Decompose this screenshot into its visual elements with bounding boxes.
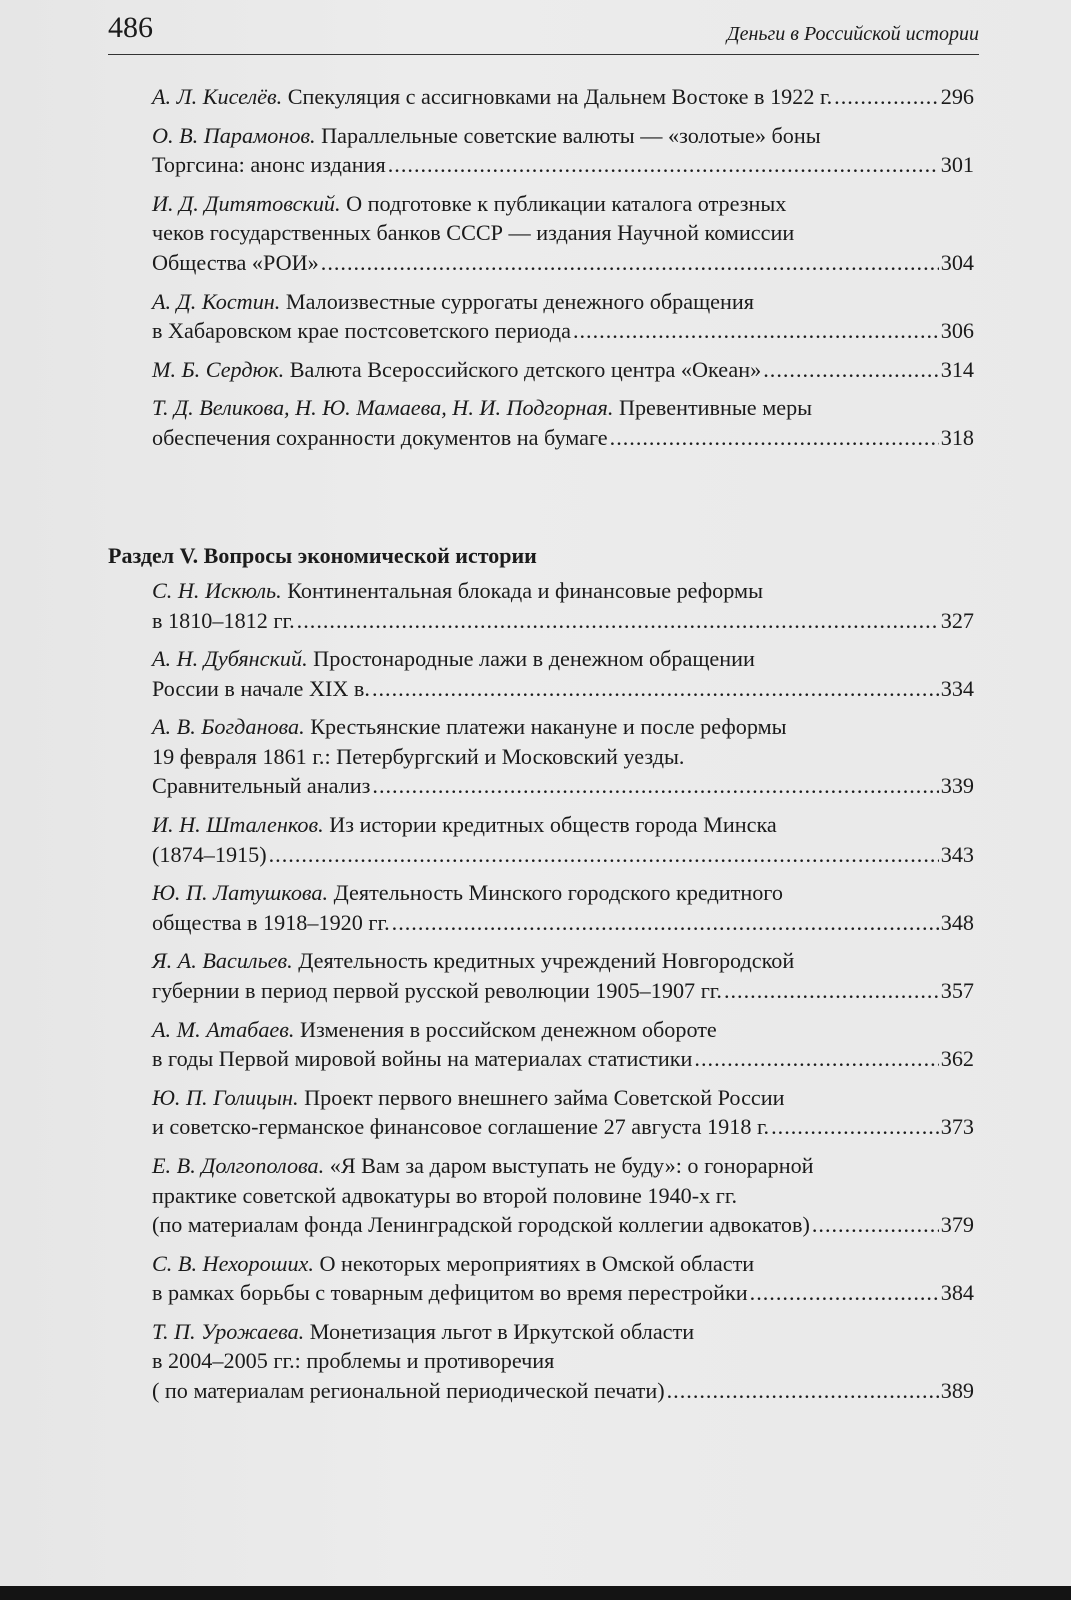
dot-leader <box>573 316 939 346</box>
toc-entry-page: 306 <box>940 318 974 344</box>
toc-entry-last-text: Спекуляция с ассигновками на Дальнем Востоке в 1922 г. <box>287 84 833 109</box>
toc-entry-author: М. Б. Сердюк. <box>152 356 285 382</box>
toc-entry-author: И. Д. Дитятовский. <box>152 190 341 216</box>
toc-entry-title: Крестьянские платежи накануне и после реформы <box>310 714 787 740</box>
toc-entry-title: 19 февраля 1861 г.: Петербургский и Московский уезды. <box>152 743 685 769</box>
toc-entry-last-text: Торгсина: анонс издания <box>152 152 386 178</box>
toc-entry-last-line <box>152 1376 974 1406</box>
dot-leader <box>372 771 938 801</box>
scan-edge <box>0 1586 1071 1600</box>
toc-entry-title <box>152 976 722 1006</box>
toc-entry-page: 373 <box>940 1114 974 1140</box>
toc-entry-page: 384 <box>940 1280 974 1306</box>
toc-entry <box>152 121 974 180</box>
dot-leader <box>392 908 939 938</box>
toc-entry-last-line <box>152 674 974 704</box>
toc-entry-title: Малоизвестные суррогаты денежного обращения <box>285 288 754 314</box>
toc-entry-title <box>152 316 571 346</box>
toc-entry-author: А. Д. Костин. <box>152 288 281 314</box>
header-rule <box>108 54 979 55</box>
toc-entry-last-line <box>152 606 974 636</box>
toc-entry-last-text: (по материалам фонда Ленинградской городской коллегии адвокатов) <box>152 1212 810 1237</box>
toc-entry-title: Проект первого внешнего займа Советской России <box>304 1084 785 1110</box>
toc-entry-title: Параллельные советские валюты — «золотые» боны <box>321 122 821 148</box>
toc-entry-author: Я. А. Васильев. <box>152 948 293 974</box>
toc-entry-line <box>152 1151 974 1181</box>
toc-entry-line <box>152 712 974 742</box>
dot-leader <box>812 1210 939 1240</box>
toc-entry-title <box>152 606 295 636</box>
toc-entry-title <box>152 771 370 801</box>
toc-entry-title: в 2004–2005 гг.: проблемы и противоречия <box>152 1348 555 1374</box>
toc-entry-title <box>152 674 370 704</box>
toc-entry-last-text: в рамках борьбы с товарным дефицитом во время перестройки <box>152 1280 748 1306</box>
toc-entry-last-text: ( по материалам региональной периодической печати) <box>152 1377 665 1403</box>
toc-entry <box>152 644 974 703</box>
toc-entry-author: И. Н. Шталенков. <box>152 812 324 838</box>
toc-entry-author: Е. В. Долгополова. <box>152 1153 325 1178</box>
toc-entry-last-text: Сравнительный анализ <box>152 773 371 799</box>
toc-entry-author: Ю. П. Латушкова. <box>152 880 329 906</box>
toc-entry <box>152 810 974 869</box>
toc-entry-page: 327 <box>940 607 974 633</box>
toc-entry-last-line <box>152 423 974 453</box>
toc-entry-last-line <box>152 771 974 801</box>
toc-entry-line <box>152 121 974 151</box>
toc-entry <box>152 576 974 635</box>
dot-leader <box>321 248 939 278</box>
toc-entry-page: 339 <box>940 773 974 799</box>
toc-entry-line <box>152 576 974 606</box>
toc-entry-title <box>152 1044 692 1074</box>
toc-entry-title <box>152 248 319 278</box>
toc-entry-last-line <box>152 82 974 112</box>
toc-entry-title: О некоторых мероприятиях в Омской области <box>319 1250 755 1276</box>
toc-entry-title <box>152 840 267 870</box>
toc-entry-last-text: в 1810–1812 гг. <box>152 607 295 633</box>
toc-entry-author: С. Н. Искюль. <box>152 578 282 603</box>
toc-entry-page: 379 <box>940 1212 974 1237</box>
toc-entry-title: О подготовке к публикации каталога отрезных <box>346 190 787 216</box>
toc-entry-last-line <box>152 355 974 385</box>
dot-leader <box>297 606 939 636</box>
toc-entry-title: практике советской адвокатуры во второй половине 1940-х гг. <box>152 1182 738 1208</box>
toc-entry-title: Деятельность кредитных учреждений Новгородской <box>298 948 795 974</box>
toc-entry-page: 362 <box>940 1046 974 1072</box>
toc-entry-title <box>152 423 608 453</box>
toc-entry <box>152 1151 974 1240</box>
dot-leader <box>763 355 939 385</box>
toc-entry <box>152 1015 974 1074</box>
toc-entry <box>152 287 974 346</box>
toc-entry-last-text: Общества «РОИ» <box>152 249 319 275</box>
toc-entry-author: О. В. Парамонов. <box>152 122 316 148</box>
toc-entry-last-line <box>152 1044 974 1074</box>
toc-entry-last-line <box>152 1210 974 1240</box>
toc-entry-last-line <box>152 976 974 1006</box>
dot-leader <box>372 674 939 704</box>
toc-entry-page: 343 <box>940 841 974 867</box>
toc-entry-title: Из истории кредитных обществ города Минска <box>329 812 777 838</box>
dot-leader <box>694 1044 938 1074</box>
dot-leader <box>610 423 939 453</box>
toc-entry-author: А. Н. Дубянский. <box>152 646 308 672</box>
toc-entry-last-line <box>152 1112 974 1142</box>
toc-entry-line <box>152 1181 974 1211</box>
toc-entry-last-text: Валюта Всероссийского детского центра «Океан» <box>289 356 762 382</box>
toc-entry-title: «Я Вам за даром выступать не буду»: о гонорарной <box>329 1153 814 1178</box>
toc-entry <box>152 82 974 112</box>
toc-entry-page: 348 <box>940 909 974 935</box>
toc-entry <box>152 355 974 385</box>
dot-leader <box>388 150 939 180</box>
toc-entry-title: Изменения в российском денежном обороте <box>300 1016 717 1042</box>
toc-entry-last-line <box>152 908 974 938</box>
toc-entry <box>152 393 974 452</box>
toc-entry-title: Превентивные меры <box>618 395 813 421</box>
toc-entry-line <box>152 218 974 248</box>
section-title: Раздел V. Вопросы экономической истории <box>108 543 537 568</box>
toc-entry-page: 314 <box>940 356 974 382</box>
toc-entry-last-text: общества в 1918–1920 гг. <box>152 909 390 935</box>
toc-entry-last-line <box>152 840 974 870</box>
dot-leader <box>724 976 939 1006</box>
toc-entry-line <box>152 1249 974 1279</box>
running-head: Деньги в Российской истории <box>726 23 979 45</box>
toc-entry-page: 357 <box>940 977 974 1003</box>
toc-entry-last-text: и советско-германское финансовое соглашение 27 августа 1918 г. <box>152 1114 770 1140</box>
toc-entry-line <box>152 1083 974 1113</box>
toc-entry-last-text: (1874–1915) <box>152 841 267 867</box>
toc-entry-line <box>152 189 974 219</box>
toc-entry-line <box>152 1317 974 1347</box>
toc-entry-title: Простонародные лажи в денежном обращении <box>313 646 755 672</box>
toc-list-top <box>152 82 974 462</box>
toc-entry-page: 334 <box>940 675 974 701</box>
toc-entry-author: Т. Д. Великова, Н. Ю. Мамаева, Н. И. Подгорная. <box>152 395 614 421</box>
toc-entry-line <box>152 287 974 317</box>
toc-entry-line <box>152 1346 974 1376</box>
toc-entry-last-line <box>152 1278 974 1308</box>
toc-entry-line <box>152 878 974 908</box>
toc-entry-last-line <box>152 248 974 278</box>
dot-leader <box>750 1278 939 1308</box>
toc-entry <box>152 946 974 1005</box>
toc-entry-line <box>152 742 974 772</box>
toc-entry-line <box>152 810 974 840</box>
dot-leader <box>667 1376 939 1406</box>
toc-entry <box>152 712 974 801</box>
toc-entry-title: чеков государственных банков СССР — издания Научной комиссии <box>152 220 795 246</box>
toc-entry-title <box>152 82 832 112</box>
toc-entry-last-text: губернии в период первой русской революции 1905–1907 гг. <box>152 977 722 1003</box>
toc-entry-title <box>152 1210 810 1240</box>
toc-list-section <box>152 576 974 1415</box>
toc-entry-author: Т. П. Урожаева. <box>152 1318 305 1344</box>
toc-entry-line <box>152 393 974 423</box>
toc-entry <box>152 1083 974 1142</box>
toc-entry-title <box>152 908 390 938</box>
toc-entry-line <box>152 946 974 976</box>
toc-entry-page: 296 <box>940 84 974 109</box>
toc-entry-author: А. М. Атабаев. <box>152 1016 295 1042</box>
toc-entry-last-text: России в начале XIX в. <box>152 675 370 701</box>
toc-entry-last-text: в Хабаровском крае постсоветского периода <box>152 318 571 344</box>
toc-entry-page: 304 <box>940 249 974 275</box>
toc-entry-last-text: в годы Первой мировой войны на материалах статистики <box>152 1046 693 1072</box>
toc-entry-title: Монетизация льгот в Иркутской области <box>309 1318 695 1344</box>
toc-entry-line <box>152 1015 974 1045</box>
toc-entry-author: С. В. Нехороших. <box>152 1250 314 1276</box>
toc-entry-title: Континентальная блокада и финансовые реформы <box>287 578 763 603</box>
toc-entry <box>152 878 974 937</box>
toc-entry-title <box>152 1112 769 1142</box>
toc-entry-title <box>152 1376 665 1406</box>
toc-entry-title <box>152 150 386 180</box>
toc-entry <box>152 1249 974 1308</box>
toc-entry-page: 301 <box>940 152 974 178</box>
toc-entry-last-text: обеспечения сохранности документов на бумаге <box>152 424 608 450</box>
dot-leader <box>771 1112 939 1142</box>
toc-entry-author: Ю. П. Голицын. <box>152 1084 299 1110</box>
toc-entry-title: Деятельность Минского городского кредитного <box>333 880 783 906</box>
toc-entry <box>152 1317 974 1406</box>
dot-leader <box>269 840 939 870</box>
toc-entry-title <box>152 355 761 385</box>
toc-entry <box>152 189 974 278</box>
toc-entry-line <box>152 644 974 674</box>
toc-entry-page: 318 <box>940 424 974 450</box>
toc-entry-last-line <box>152 316 974 346</box>
page-number: 486 <box>108 11 153 44</box>
toc-entry-author: А. В. Богданова. <box>152 714 305 740</box>
toc-entry-last-line <box>152 150 974 180</box>
toc-entry-page: 389 <box>940 1377 974 1403</box>
dot-leader <box>834 82 939 112</box>
toc-entry-title <box>152 1278 748 1308</box>
toc-entry-author: А. Л. Киселёв. <box>152 84 283 109</box>
